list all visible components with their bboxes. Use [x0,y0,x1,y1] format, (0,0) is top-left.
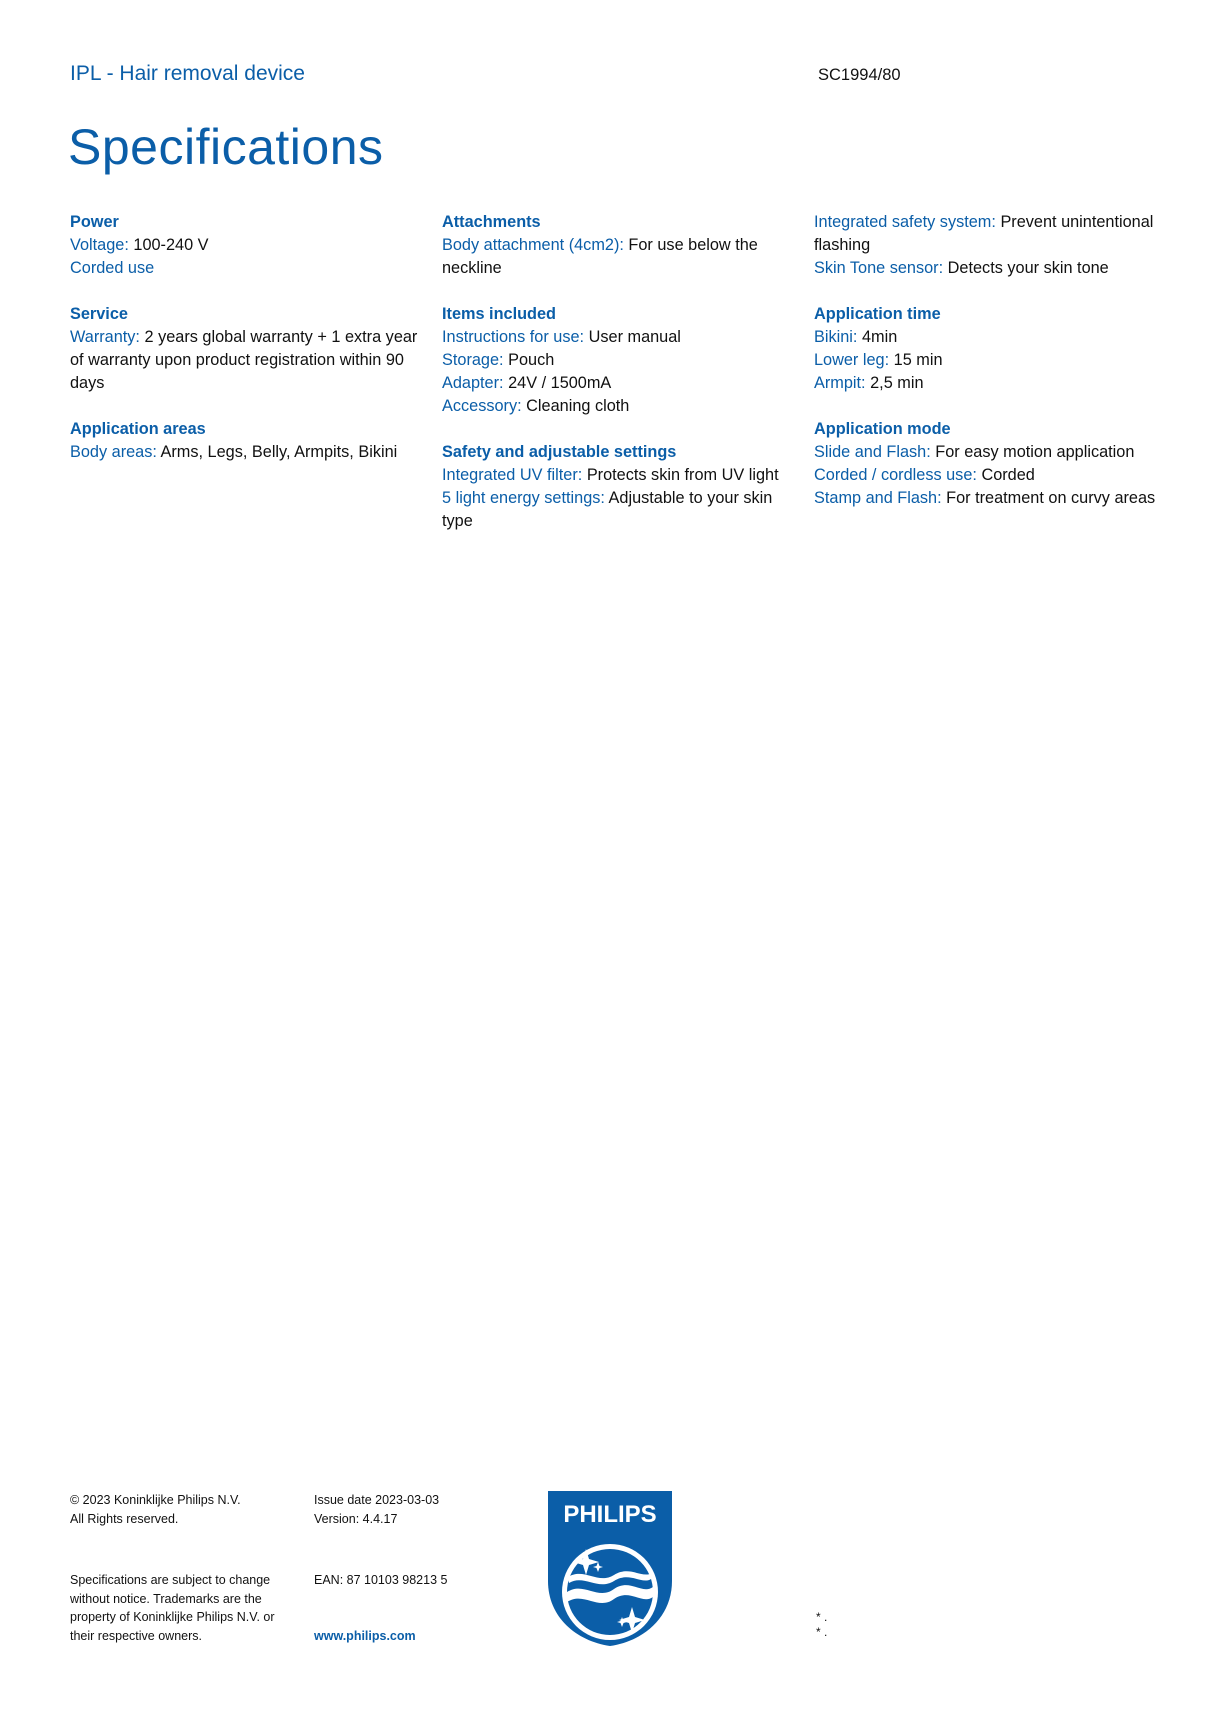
section-title: Attachments [442,213,541,231]
spec-section [814,303,1174,395]
spec-row [442,372,797,395]
footer-issue [314,1491,494,1528]
footer-ean: EAN: 87 10103 98213 5 [314,1573,448,1587]
spec-value: 2 years global warranty + 1 extra year of warranty upon product registration within 90 days [70,328,418,392]
section-title: Application mode [814,420,951,438]
spec-column-2 [442,211,797,556]
spec-value: User manual [588,328,681,346]
spec-value: Detects your skin tone [947,259,1109,277]
spec-value: For treatment on curvy areas [946,489,1156,507]
section-title: Service [70,305,128,323]
spec-row [814,464,1174,487]
footnote-1: * . [816,1610,828,1624]
spec-column-1 [70,211,425,487]
spec-row [814,326,1174,349]
section-title: Safety and adjustable settings [442,443,677,461]
spec-label: Armpit: [814,374,866,392]
spec-label: Instructions for use: [442,328,585,346]
spec-label: Corded use [70,259,155,277]
model-number: SC1994/80 [818,66,901,84]
spec-row [70,257,425,280]
spec-value: 15 min [893,351,943,369]
copyright-line: © 2023 Koninklijke Philips N.V. [70,1493,241,1507]
spec-section [442,211,797,280]
footnote-bullets [816,1610,827,1640]
footer-copyright [70,1491,290,1528]
header-category: IPL - Hair removal device [70,62,305,85]
spec-row [442,464,797,487]
version: Version: 4.4.17 [314,1511,398,1526]
spec-row [814,372,1174,395]
spec-row [442,349,797,372]
spec-value: Adjustable to your skin type [442,489,773,530]
section-title: Application time [814,305,941,323]
footer-disclaimer: Specifications are subject to change without notice. Trademarks are the property of Koninklijke Philips N.V. or their respective owners. [70,1573,275,1643]
spec-label: Warranty: [70,328,140,346]
spec-label: Body attachment (4cm2): [442,236,624,254]
philips-shield-logo-icon [546,1489,674,1648]
spec-label: Bikini: [814,328,858,346]
spec-column-3 [814,211,1174,533]
spec-value: 100-240 V [133,236,209,254]
spec-label: Storage: [442,351,504,369]
spec-row [70,441,425,464]
spec-label: Slide and Flash: [814,443,931,461]
spec-row [814,257,1174,280]
spec-label: Adapter: [442,374,504,392]
spec-value: For easy motion application [935,443,1135,461]
footnote-2: * . [816,1625,828,1639]
spec-section [814,211,1174,280]
section-title: Items included [442,305,556,323]
spec-section [70,211,425,280]
page-title: Specifications [68,119,384,175]
spec-label: Stamp and Flash: [814,489,942,507]
spec-label: Body areas: [70,443,157,461]
spec-value: Arms, Legs, Belly, Armpits, Bikini [160,443,398,461]
spec-row [814,487,1174,510]
spec-label: Skin Tone sensor: [814,259,944,277]
spec-label: Lower leg: [814,351,890,369]
spec-row [442,395,797,418]
spec-section [442,441,797,533]
spec-value: 24V / 1500mA [508,374,612,392]
spec-row [814,211,1174,257]
spec-label: Corded / cordless use: [814,466,977,484]
spec-row [814,349,1174,372]
spec-row [442,234,797,280]
issue-date: Issue date 2023-03-03 [314,1493,440,1507]
section-title: Application areas [70,420,206,438]
spec-value: Corded [981,466,1035,484]
spec-section [814,418,1174,510]
spec-section [70,303,425,395]
spec-value: For use below the neckline [442,236,758,277]
spec-value: 2,5 min [870,374,924,392]
spec-label: Voltage: [70,236,129,254]
spec-label: Integrated safety system: [814,213,996,231]
spec-value: 4min [861,328,898,346]
website-link[interactable]: www.philips.com [314,1629,416,1643]
spec-value: Prevent unintentional flashing [814,213,1154,254]
logo-text: PHILIPS [563,1501,657,1528]
spec-row [70,326,425,395]
spec-row [814,441,1174,464]
spec-section [70,418,425,464]
spec-value: Protects skin from UV light [586,466,779,484]
spec-label: Integrated UV filter: [442,466,583,484]
spec-label: 5 light energy settings: [442,489,605,507]
spec-row [70,234,425,257]
spec-value: Cleaning cloth [526,397,630,415]
section-title: Power [70,213,119,231]
spec-row [442,326,797,349]
spec-section [442,303,797,418]
spec-value: Pouch [508,351,555,369]
spec-row [442,487,797,533]
spec-label: Accessory: [442,397,522,415]
rights-line: All Rights reserved. [70,1511,179,1526]
